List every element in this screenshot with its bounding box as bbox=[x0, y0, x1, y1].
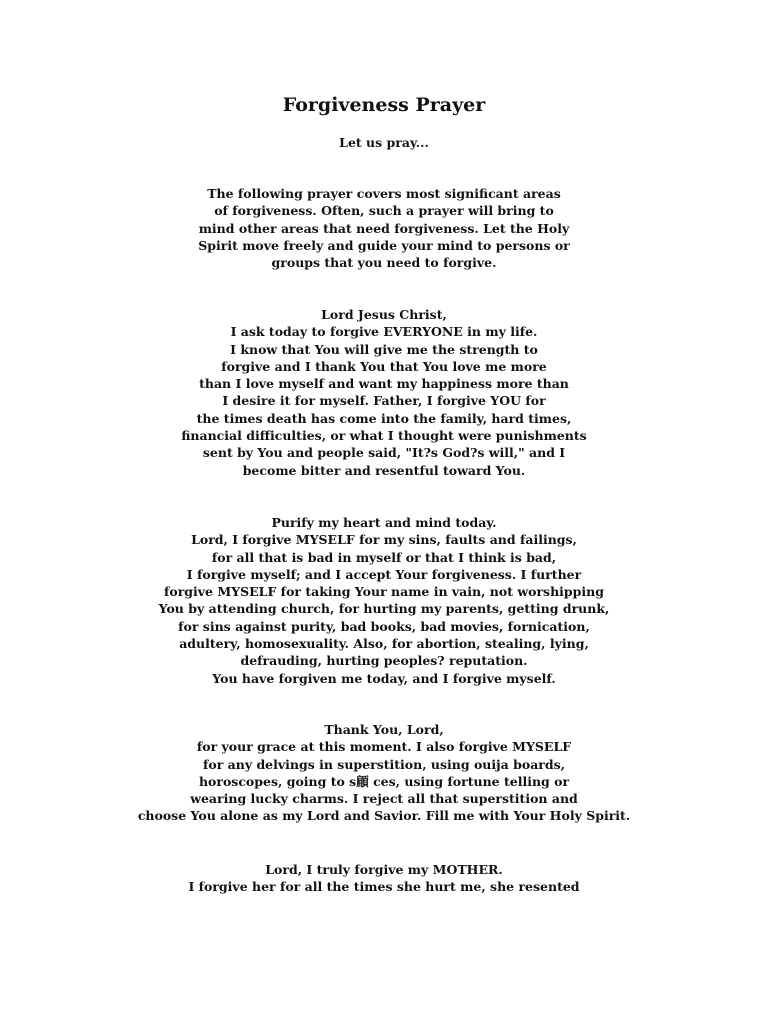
paragraph-line: than I love myself and want my happiness more than bbox=[199, 376, 569, 392]
paragraph-intro bbox=[0, 185, 768, 271]
paragraph-line: The following prayer covers most significant areas bbox=[207, 186, 561, 201]
paragraph-line: the times death has come into the family, hard times, bbox=[196, 410, 572, 426]
paragraph-line: defrauding, hurting peoples? reputation. bbox=[240, 653, 528, 669]
paragraph-forgive-god bbox=[0, 306, 768, 479]
document-title: Forgiveness Prayer bbox=[282, 94, 486, 116]
paragraph-line: for sins against purity, bad books, bad movies, fornication, bbox=[178, 618, 590, 634]
paragraph-line: You by attending church, for hurting my parents, getting drunk, bbox=[158, 601, 610, 617]
paragraph-line: mind other areas that need forgiveness. Let the Holy bbox=[198, 220, 570, 236]
paragraph-line: Lord, I truly forgive my MOTHER. bbox=[265, 862, 503, 877]
paragraph-line: adultery, homosexuality. Also, for abortion, stealing, lying, bbox=[179, 636, 589, 652]
paragraph-forgive-myself bbox=[0, 514, 768, 687]
paragraph-line: Lord Jesus Christ, bbox=[321, 307, 447, 322]
paragraph-line: Spirit move freely and guide your mind to persons or bbox=[198, 237, 570, 253]
paragraph-line: wearing lucky charms. I reject all that superstition and bbox=[190, 791, 578, 807]
paragraph-line: Thank You, Lord, bbox=[324, 722, 444, 737]
paragraph-line: financial difficulties, or what I thought were punishments bbox=[181, 428, 587, 444]
paragraph-line: groups that you need to forgive. bbox=[271, 255, 497, 271]
paragraph-line: for your grace at this moment. I also forgive MYSELF bbox=[196, 739, 572, 755]
paragraph-line: You have forgiven me today, and I forgive myself. bbox=[212, 670, 556, 686]
paragraph-line: I desire it for myself. Father, I forgive YOU for bbox=[222, 393, 546, 409]
paragraph-line: become bitter and resentful toward You. bbox=[242, 462, 526, 478]
paragraph-line: I ask today to forgive EVERYONE in my life. bbox=[230, 324, 538, 340]
paragraph-line: sent by You and people said, "It?s God?s will," and I bbox=[202, 445, 566, 461]
paragraph-superstition bbox=[0, 721, 768, 825]
paragraph-line: of forgiveness. Often, such a prayer will bring to bbox=[214, 203, 554, 219]
paragraph-line: choose You alone as my Lord and Savior. Fill me with Your Holy Spirit. bbox=[137, 808, 631, 824]
paragraph-line: forgive MYSELF for taking Your name in vain, not worshipping bbox=[164, 584, 604, 600]
paragraph-line: Lord, I forgive MYSELF for my sins, faults and failings, bbox=[191, 532, 577, 548]
paragraph-line: I know that You will give me the strength to bbox=[230, 341, 538, 357]
paragraph-line: for any delvings in superstition, using ouija boards, bbox=[202, 756, 566, 772]
paragraph-line: forgive and I thank You that You love me more bbox=[221, 358, 547, 374]
paragraph-line: I forgive her for all the times she hurt me, she resented bbox=[188, 879, 580, 895]
document-subtitle: Let us pray... bbox=[339, 135, 429, 150]
paragraph-line: Purify my heart and mind today. bbox=[271, 515, 497, 530]
paragraph-line: horoscopes, going to s顅 ces, using fortune telling or bbox=[198, 773, 570, 789]
paragraph-line: I forgive myself; and I accept Your forgiveness. I further bbox=[186, 566, 582, 582]
paragraph-forgive-mother bbox=[0, 861, 768, 896]
paragraph-line: for all that is bad in myself or that I think is bad, bbox=[211, 549, 557, 565]
